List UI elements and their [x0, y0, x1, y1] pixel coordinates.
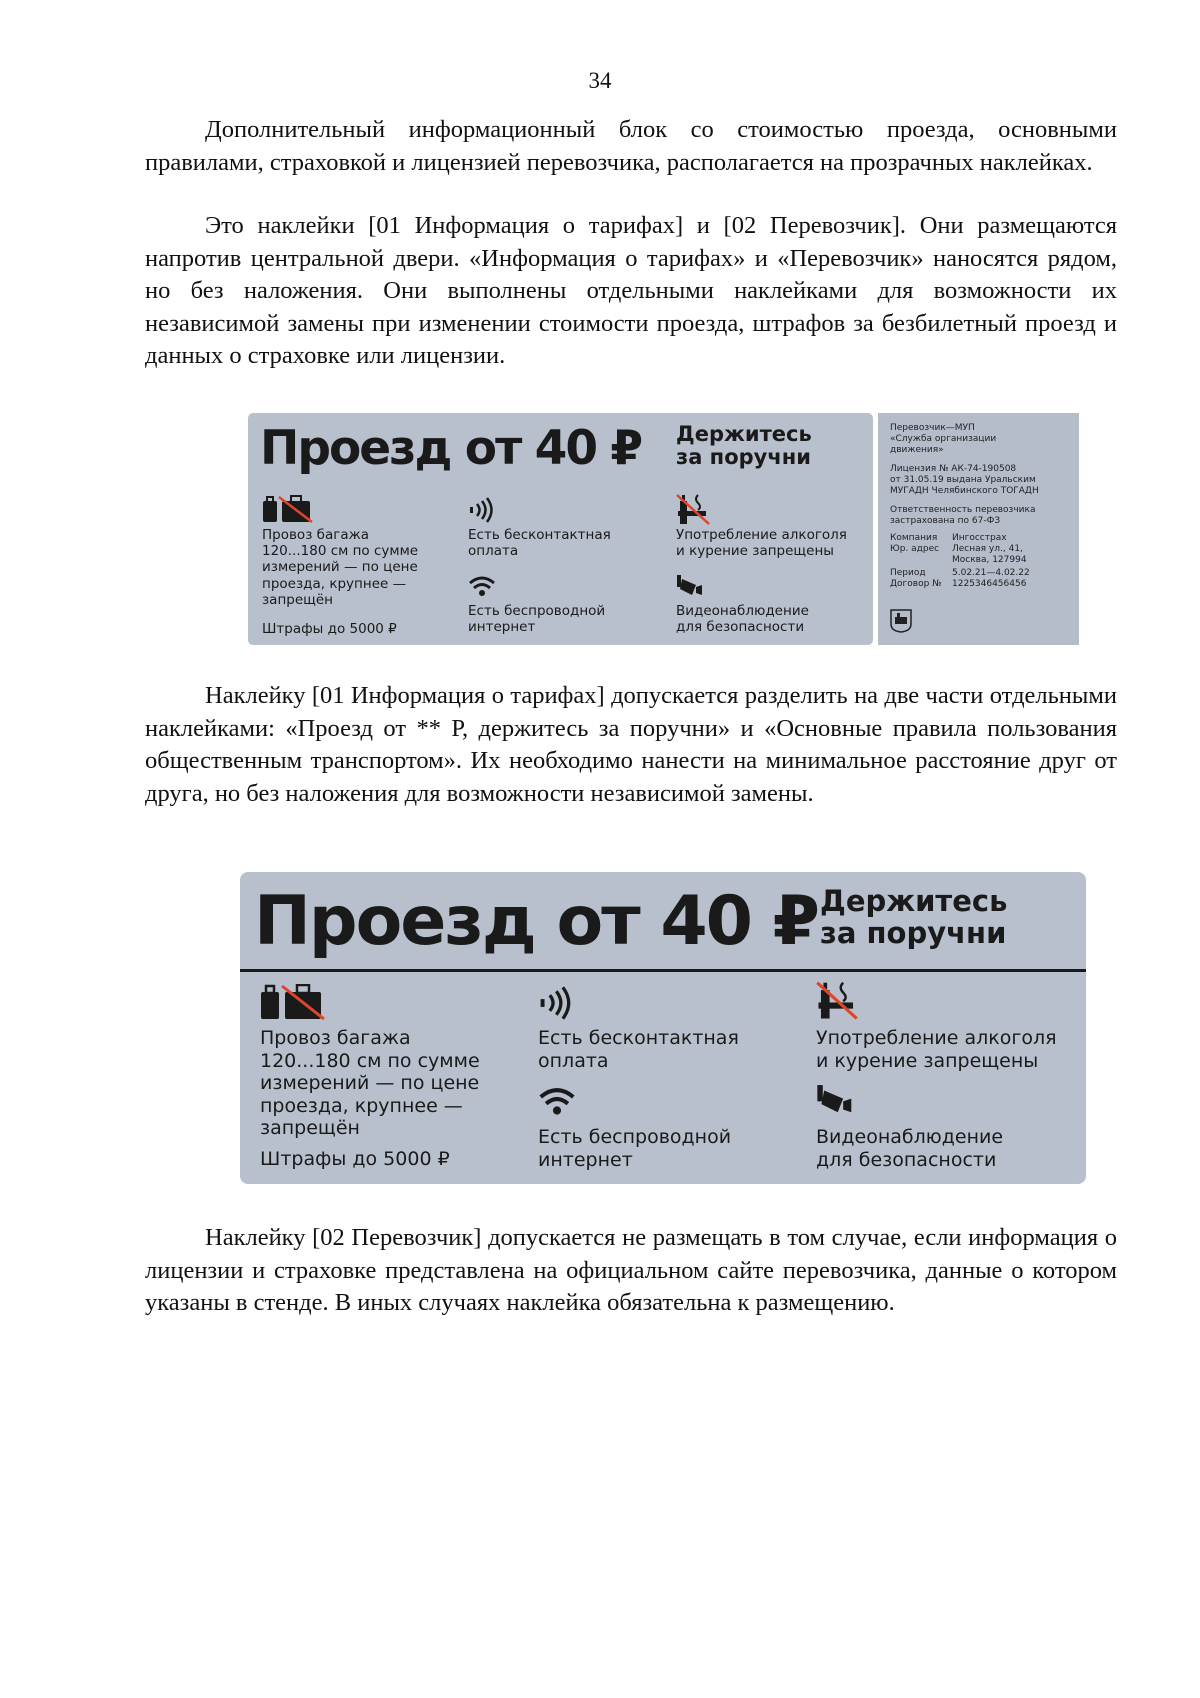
- city-emblem-icon: [890, 609, 912, 633]
- carrier-company-label: Компания Юр. адрес: [890, 533, 940, 554]
- fare-title-large: Проезд от 40 ₽: [254, 882, 818, 961]
- carrier-sticker: [878, 413, 1079, 645]
- contactless-icon: [468, 497, 494, 523]
- carrier-license: Лицензия № АК-74-190508 от 31.05.19 выдана Уральским МУГАДН Челябинского ТОГАДН: [890, 464, 1039, 496]
- wifi-text-large: Есть беспроводной интернет: [538, 1126, 732, 1171]
- baggage-forbidden-icon: [262, 495, 314, 523]
- hold-handrails-text: Держитесь за поручни: [676, 422, 812, 470]
- carrier-liability: Ответственность перевозчика застрахована по 67-ФЗ: [890, 505, 1036, 526]
- page-number: 34: [588, 68, 612, 93]
- paragraph-2: Это наклейки [01 Информация о тарифах] и [02 Перевозчик]. Они размещаются напротив центральной двери. «Информация о тарифах» и «Перевозчик» наносятся рядом, но без наложения. Они выполнены отдельными наклейками для возможности их независимой замены при изменении стоимости проезда, штрафов за безбилетный проезд и данных о страховке или лицензии.: [145, 212, 1117, 369]
- carrier-company-value: Ингосстрах Лесная ул., 41, Москва, 127994: [952, 533, 1027, 565]
- divider-line: [240, 969, 1086, 972]
- no-alcohol-smoking-icon: [676, 493, 710, 525]
- fare-sticker-small: [248, 413, 873, 645]
- baggage-forbidden-icon: [260, 984, 326, 1020]
- hold-handrails-text-large: Держитесь за поручни: [820, 884, 1008, 950]
- wifi-text: Есть беспроводной интернет: [468, 603, 606, 636]
- wifi-icon: [538, 1086, 576, 1116]
- fare-sticker-large: [240, 872, 1086, 1184]
- contactless-icon: [538, 986, 572, 1020]
- contactless-text: Есть бесконтактная оплата: [468, 527, 611, 560]
- fines-text-large: Штрафы до 5000 ₽: [260, 1148, 450, 1170]
- paragraph-4: Наклейку [02 Перевозчик] допускается не размещать в том случае, если информация о лицензии и страховке представлена на официальном сайте перевозчика, данные о котором указаны в стенде. В иных случаях наклейка обязательна к размещению.: [145, 1224, 1117, 1316]
- fare-title: Проезд от 40 ₽: [260, 421, 642, 476]
- carrier-title: Перевозчик—МУП «Служба организации движения»: [890, 423, 997, 455]
- wifi-icon: [468, 575, 496, 597]
- baggage-text: Провоз багажа 120...180 см по сумме измерений — по цене проезда, крупнее — запрещён: [262, 527, 419, 608]
- no-alcohol-smoking-icon: [816, 980, 858, 1020]
- paragraph-3: Наклейку [01 Информация о тарифах] допускается разделить на две части отдельными наклейками: «Проезд от ** Р, держитесь за поручни» и «Основные правила пользования общественным транспортом». Их необходимо нанести на минимальное расстояние друг от друга, но без наложения для возможности независимой замены.: [145, 682, 1117, 807]
- fines-text: Штрафы до 5000 ₽: [262, 621, 397, 637]
- paragraph-1: Дополнительный информационный блок со стоимостью проезда, основными правилами, страховкой и лицензией перевозчика, располагается на прозрачных наклейках.: [145, 116, 1117, 176]
- alcohol-text: Употребление алкоголя и курение запрещены: [676, 527, 847, 560]
- alcohol-text-large: Употребление алкоголя и курение запрещены: [816, 1027, 1057, 1072]
- contactless-text-large: Есть бесконтактная оплата: [538, 1027, 739, 1072]
- baggage-text-large: Провоз багажа 120...180 см по сумме измерений — по цене проезда, крупнее — запрещён: [260, 1027, 480, 1139]
- video-text-large: Видеонаблюдение для безопасности: [816, 1126, 1004, 1171]
- camera-icon: [676, 573, 704, 599]
- video-text: Видеонаблюдение для безопасности: [676, 603, 809, 636]
- carrier-period-label: Период Договор №: [890, 568, 942, 589]
- carrier-period-value: 5.02.21—4.02.22 1225346456456: [952, 568, 1030, 589]
- camera-icon: [816, 1082, 854, 1118]
